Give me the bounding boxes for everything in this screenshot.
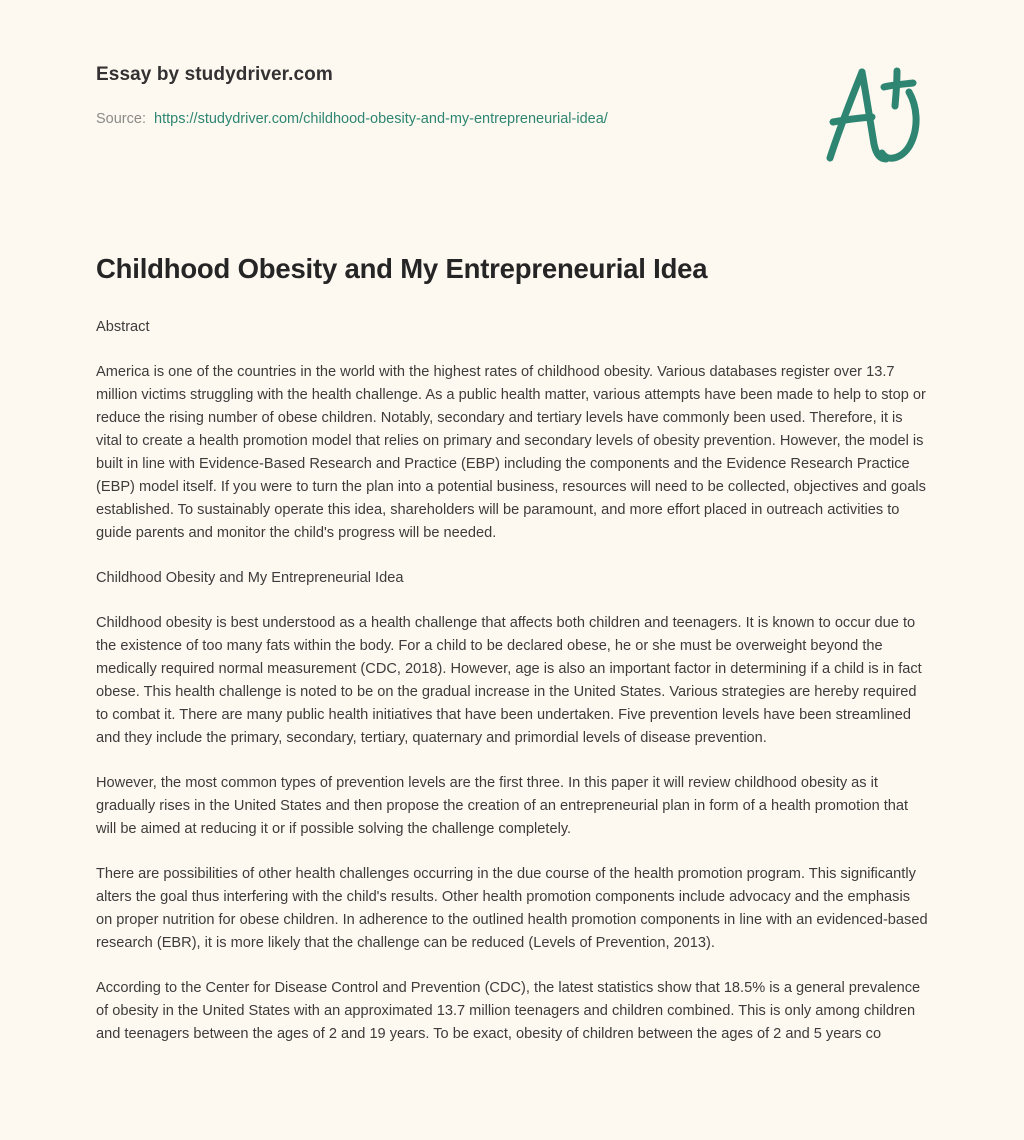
essay-body (96, 252, 928, 1068)
abstract-paragraph: America is one of the countries in the world with the highest rates of childhood obesity. Various databases register over 13.7 million victims struggling with the health challenge. As a public health matter, various attempts have been made to help to stop or reduce the rising number of obese children. Notably, secondary and tertiary levels have commonly been used. Therefore, it is vital to create a health promotion model that relies on primary and secondary levels of obesity prevention. However, the model is built in line with Evidence-Based Research and Practice (EBP) including the components and the Evidence Research Practice (EBP) model itself. If you were to turn the plan into a potential business, resources will need to be collected, objectives and goals established. To sustainably operate this idea, shareholders will be paramount, and more effort placed in outreach activities to guide parents and monitor the child's progress will be needed. (96, 364, 926, 541)
abstract-heading: Abstract (96, 319, 150, 335)
studydriver-a-plus-logo-icon (812, 58, 942, 173)
body-paragraph-3: There are possibilities of other health challenges occurring in the due course of the health promotion program. This significantly alters the goal thus interfering with the child's results. Other health promotion components include advocacy and the emphasis on proper nutrition for obese children. In adherence to the outlined health promotion components in line with an evidenced-based research (EBR), it is more likely that the challenge can be reduced (Levels of Prevention, 2013). (96, 866, 928, 951)
body-paragraph-1: Childhood obesity is best understood as a health challenge that affects both children and teenagers. It is known to occur due to the existence of too many fats within the body. For a child to be declared obese, he or she must be overweight beyond the medically required normal measurement (CDC, 2018). However, age is also an important factor in determining if a child is in fact obese. This health challenge is noted to be on the gradual increase in the United States. Various strategies are hereby required to combat it. There are many public health initiatives that have been undertaken. Five prevention levels have been streamlined and they include the primary, secondary, tertiary, quaternary and primordial levels of disease prevention. (96, 615, 922, 746)
source-label: Source: (96, 111, 146, 127)
page-header (0, 0, 1024, 200)
body-paragraph-2: However, the most common types of prevention levels are the first three. In this paper it will review childhood obesity as it gradually rises in the United States and then propose the creation of an entrepreneurial plan in form of a health promotion that will be aimed at reducing it or if possible solving the challenge completely. (96, 775, 909, 837)
body-paragraph-4: According to the Center for Disease Control and Prevention (CDC), the latest statistics show that 18.5% is a general prevalence of obesity in the United States with an approximated 13.7 million teenagers and children combined. This is only among children and teenagers between the ages of 2 and 19 years. To be exact, obesity of children between the ages of 2 and 5 years co (96, 980, 921, 1042)
source-line (96, 109, 796, 129)
page-title: Childhood Obesity and My Entrepreneurial Idea (96, 253, 708, 284)
essay-byline: Essay by studydriver.com (96, 64, 333, 85)
header-text-block (96, 62, 796, 129)
section-heading: Childhood Obesity and My Entrepreneurial Idea (96, 570, 404, 586)
source-url-link[interactable]: https://studydriver.com/childhood-obesity-and-my-entrepreneurial-idea/ (154, 111, 608, 127)
